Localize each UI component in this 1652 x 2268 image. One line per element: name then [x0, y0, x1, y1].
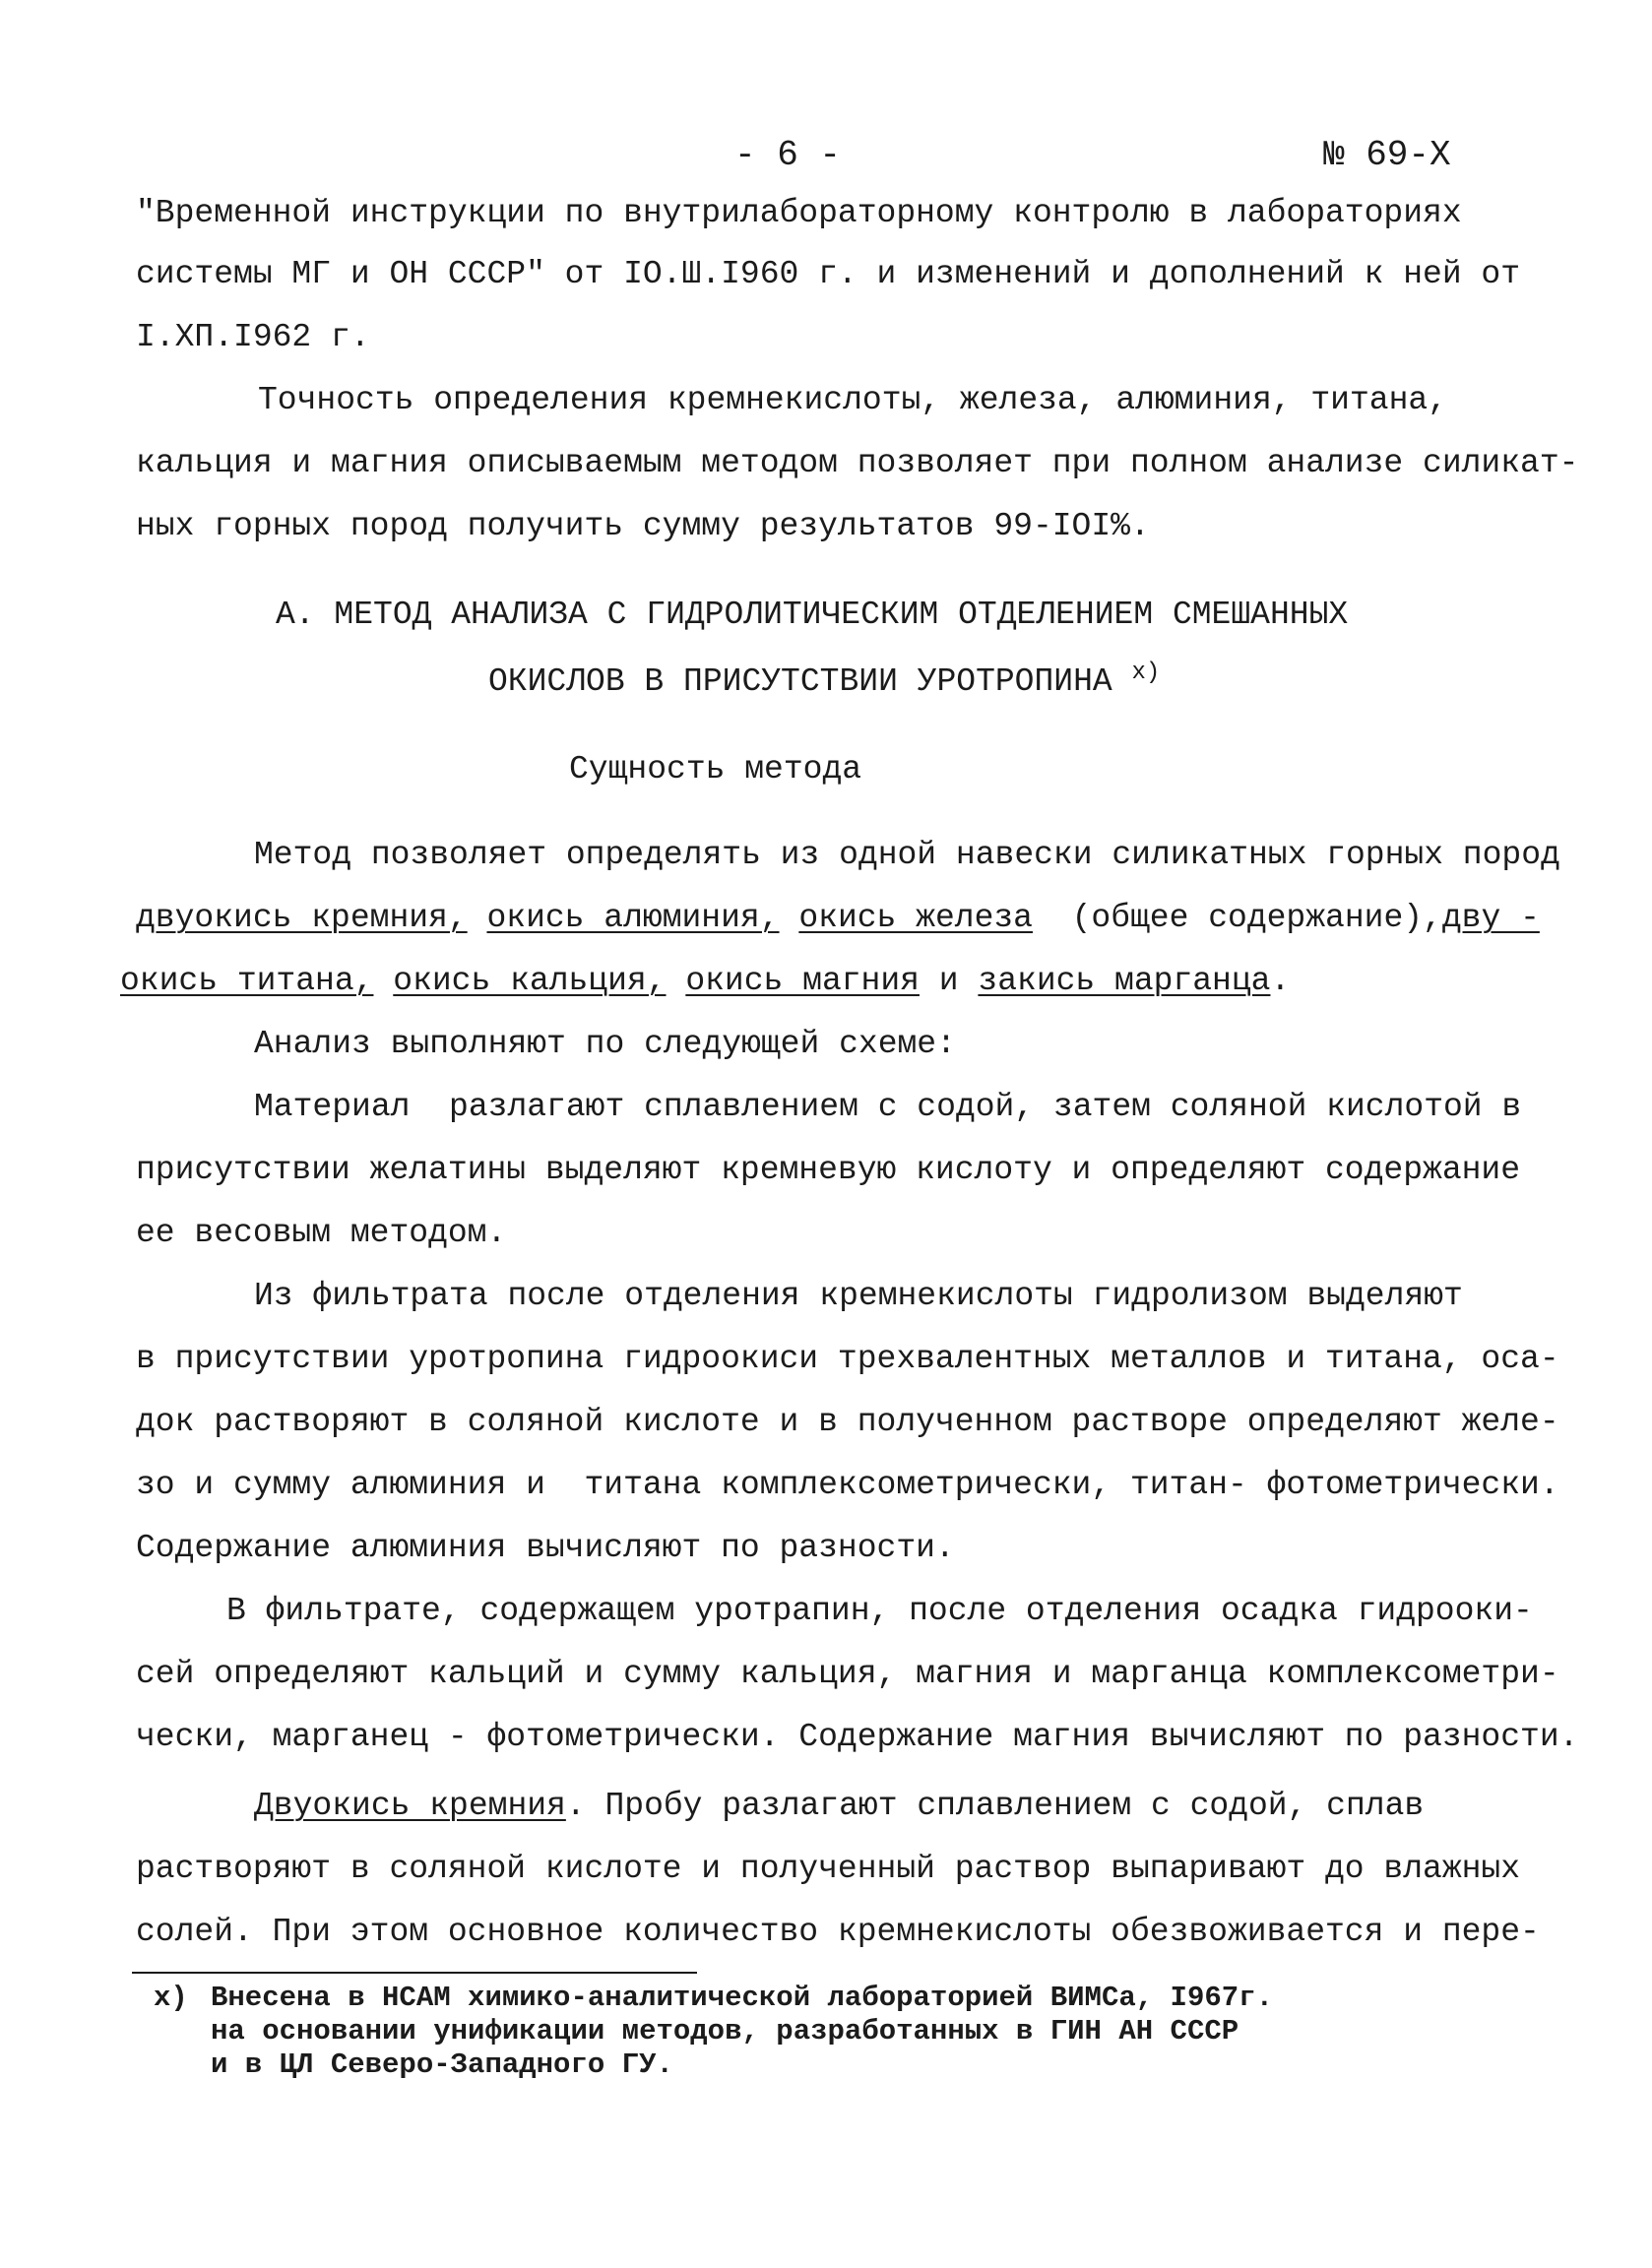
scheme-p2-line-1: Из фильтрата после отделения кремнекислоты гидролизом выделяют	[254, 1278, 1463, 1314]
section-title-text: ОКИСЛОВ В ПРИСУТСТВИИ УРОТРОПИНА	[488, 663, 1112, 700]
term-silica: двуокись кремния,	[136, 900, 468, 936]
term-titania-start: дву -	[1441, 900, 1540, 936]
period: .	[1270, 963, 1291, 999]
document-number: № 69-Х	[1323, 135, 1451, 175]
scheme-p2-line-5: Содержание алюминия вычисляют по разности.	[136, 1530, 955, 1566]
section-footnote-mark: х)	[1131, 660, 1161, 686]
scheme-p3-line-3: чески, марганец - фотометрически. Содержание магния вычисляют по разности.	[136, 1719, 1579, 1755]
silica-heading: Двуокись кремния	[254, 1788, 566, 1824]
accuracy-line-3: ных горных пород получить сумму результатов 99-IOI%.	[136, 508, 1150, 544]
section-title-line-2	[488, 662, 1160, 698]
footnote-divider	[132, 1972, 697, 1974]
silica-line-3: солей. При этом основное количество кремнекислоты обезвоживается и пере-	[136, 1914, 1540, 1950]
term-manganese-oxide: закись марганца	[978, 963, 1271, 999]
term-alumina: окись алюминия,	[486, 900, 780, 936]
accuracy-line-2: кальция и магния описываемым методом позволяет при полном анализе силикат-	[136, 445, 1579, 481]
term-titania-end: окись титана,	[120, 963, 374, 999]
term-magnesium-oxide: окись магния	[685, 963, 920, 999]
scheme-p3-line-1: В фильтрате, содержащем уротрапин, после отделения осадка гидрооки-	[226, 1593, 1533, 1629]
conjunction: и	[938, 963, 959, 999]
silica-line-1	[254, 1790, 1424, 1822]
accuracy-line-1: Точность определения кремнекислоты, железа, алюминия, титана,	[258, 382, 1447, 418]
footnote-mark: х)	[154, 1982, 188, 2014]
scheme-intro: Анализ выполняют по следующей схеме:	[254, 1026, 956, 1062]
essence-line-2	[136, 902, 1540, 934]
scheme-p2-line-3: док растворяют в соляной кислоте и в полученном растворе определяют желе-	[136, 1404, 1559, 1440]
footnote-line-1: Внесена в НСАМ химико-аналитической лабораторией ВИМСа, I967г.	[211, 1982, 1273, 2014]
footnote-line-3: и в ЦЛ Северо-Западного ГУ.	[211, 2048, 673, 2081]
scheme-p2-line-4: зо и сумму алюминия и титана комплексометрически, титан- фотометрически.	[136, 1467, 1559, 1503]
footnote-line-2: на основании унификации методов, разработанных в ГИН АН СССР	[211, 2015, 1239, 2048]
essence-line-1: Метод позволяет определять из одной навески силикатных горных пород	[254, 837, 1560, 873]
term-iron-oxide: окись железа	[798, 900, 1033, 936]
scheme-p3-line-2: сей определяют кальций и сумму кальция, магния и марганца комплексометри-	[136, 1656, 1559, 1692]
essence-line-3	[120, 965, 1290, 997]
page-number: - 6 -	[734, 135, 842, 175]
silica-line-1-text: . Пробу разлагают сплавлением с содой, сплав	[565, 1788, 1425, 1824]
scheme-p1-line-2: присутствии желатины выделяют кремневую кислоту и определяют содержание	[136, 1152, 1521, 1188]
intro-line-2: системы МГ и ОН СССР" от IO.Ш.I960 г. и изменений и дополнений к ней от	[136, 256, 1521, 292]
section-title-line-1: А. МЕТОД АНАЛИЗА С ГИДРОЛИТИЧЕСКИМ ОТДЕЛЕНИЕМ СМЕШАННЫХ	[276, 597, 1349, 633]
scheme-p2-line-2: в присутствии уротропина гидроокиси трехвалентных металлов и титана, оса-	[136, 1341, 1559, 1377]
silica-line-2: растворяют в соляной кислоте и полученный раствор выпаривают до влажных	[136, 1851, 1521, 1887]
section-subtitle: Сущность метода	[569, 751, 862, 788]
scheme-p1-line-1: Материал разлагают сплавлением с содой, затем соляной кислотой в	[254, 1089, 1522, 1125]
intro-line-1: "Временной инструкции по внутрилабораторному контролю в лабораториях	[136, 195, 1462, 231]
scheme-p1-line-3: ее весовым методом.	[136, 1215, 507, 1251]
term-calcium-oxide: окись кальция,	[393, 963, 667, 999]
intro-line-3: I.ХП.I962 г.	[136, 319, 370, 355]
total-content-note: (общее содержание),	[1071, 900, 1442, 936]
